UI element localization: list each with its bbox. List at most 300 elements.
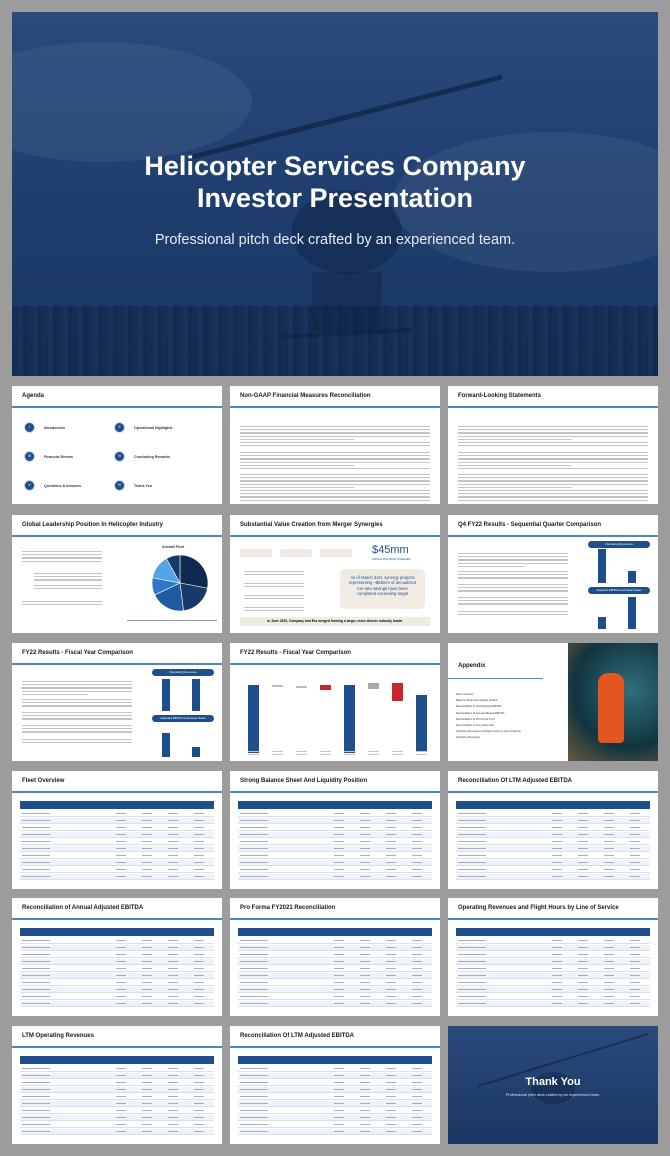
slide-thumbnail[interactable] — [12, 386, 222, 504]
text-line — [458, 590, 568, 591]
waterfall-bar — [368, 683, 379, 689]
table-cell — [194, 975, 204, 976]
text-line — [244, 571, 304, 572]
table-cell — [334, 1068, 344, 1069]
table-row — [238, 860, 432, 866]
table-row — [238, 1073, 432, 1079]
table-cell — [458, 982, 486, 983]
table-cell — [552, 834, 562, 835]
slide-title: Forward-Looking Statements — [458, 393, 542, 399]
slide-title: Agenda — [22, 393, 45, 399]
text-line — [458, 584, 568, 585]
table-header — [238, 928, 432, 936]
appendix-item: Reconciliation of Pro Forma FY21 — [456, 717, 495, 721]
text-line — [240, 426, 430, 427]
text-line — [22, 742, 132, 743]
table-cell — [168, 813, 178, 814]
table-cell — [22, 1131, 50, 1132]
table-cell — [116, 820, 126, 821]
text-line — [240, 474, 430, 475]
table-cell — [168, 968, 178, 969]
table-cell — [604, 968, 614, 969]
table-cell — [386, 961, 396, 962]
table-cell — [168, 834, 178, 835]
table-cell — [386, 1003, 396, 1004]
table-cell — [552, 813, 562, 814]
table-row — [456, 938, 650, 944]
table-row — [20, 1073, 214, 1079]
hero-subtitle: Professional pitch deck crafted by an experienced team. — [154, 232, 516, 248]
table-row — [20, 839, 214, 845]
table-cell — [194, 1075, 204, 1076]
table-cell — [334, 1089, 344, 1090]
table-cell — [578, 996, 588, 997]
appendix-item: Fleet Overview — [456, 693, 474, 696]
text-line — [240, 496, 430, 497]
text-line — [240, 468, 430, 469]
table-cell — [578, 841, 588, 842]
table-cell — [386, 996, 396, 997]
table-row — [456, 973, 650, 979]
table-cell — [630, 813, 640, 814]
table-cell — [578, 954, 588, 955]
table-cell — [458, 869, 486, 870]
table-row — [20, 1122, 214, 1128]
table-row — [20, 1066, 214, 1072]
table-row — [20, 818, 214, 824]
table-cell — [552, 841, 562, 842]
table-cell — [142, 982, 152, 983]
table-cell — [142, 1075, 152, 1076]
table-cell — [168, 820, 178, 821]
table-cell — [194, 1082, 204, 1083]
slide-thumbnail[interactable] — [12, 771, 222, 889]
appendix-item: Reconciliation of Free Cash Flow — [456, 724, 495, 727]
slide-title: FY22 Results - Fiscal Year Comparison — [240, 650, 351, 656]
table-row — [238, 1087, 432, 1093]
table-cell — [412, 848, 422, 849]
slide-thumbnail[interactable] — [448, 898, 658, 1016]
slide-body — [230, 795, 440, 889]
table-row — [20, 825, 214, 831]
slide-thumbnail[interactable] — [448, 515, 658, 633]
table-cell — [360, 975, 370, 976]
table-row — [456, 825, 650, 831]
table-cell — [194, 947, 204, 948]
table-cell — [142, 961, 152, 962]
table-cell — [194, 1117, 204, 1118]
table-cell — [334, 975, 344, 976]
slide-body — [448, 922, 658, 1016]
table-cell — [578, 876, 588, 877]
table-row — [456, 945, 650, 951]
table-cell — [458, 862, 486, 863]
text-line — [320, 754, 331, 755]
table-cell — [240, 1082, 268, 1083]
table-row — [238, 1108, 432, 1114]
table-cell — [334, 862, 344, 863]
slide-body — [448, 539, 658, 633]
slide-thumbnail[interactable] — [230, 1026, 440, 1144]
text-line — [240, 490, 430, 491]
table-cell — [240, 827, 268, 828]
table-row — [20, 1129, 214, 1135]
table-cell — [604, 848, 614, 849]
table-cell — [630, 820, 640, 821]
table-cell — [168, 841, 178, 842]
table-cell — [168, 1096, 178, 1097]
table-cell — [194, 1096, 204, 1097]
table-cell — [240, 855, 268, 856]
table-cell — [412, 996, 422, 997]
table-cell — [22, 848, 50, 849]
table-cell — [194, 996, 204, 997]
table-cell — [458, 975, 486, 976]
table-row — [238, 839, 432, 845]
table-cell — [194, 869, 204, 870]
table-cell — [22, 1089, 50, 1090]
text-line — [392, 751, 403, 752]
text-line — [458, 462, 648, 463]
table-cell — [386, 841, 396, 842]
slide-thumbnail[interactable] — [230, 643, 440, 761]
slide-thumbnail[interactable] — [230, 386, 440, 504]
table-cell — [168, 827, 178, 828]
table-cell — [116, 827, 126, 828]
slide-thumbnail[interactable] — [12, 643, 222, 761]
table-cell — [240, 813, 268, 814]
table-cell — [458, 827, 486, 828]
table-cell — [386, 813, 396, 814]
table-row — [238, 874, 432, 880]
slide-thumbnail[interactable] — [230, 771, 440, 889]
table-cell — [578, 982, 588, 983]
table-cell — [604, 989, 614, 990]
table-cell — [552, 996, 562, 997]
text-line — [458, 553, 568, 554]
slide-thumbnail[interactable] — [12, 515, 222, 633]
table-cell — [360, 855, 370, 856]
appendix-item: Reconciliation of Annual Adjusted EBITDA — [456, 711, 505, 715]
slide-title: FY22 Results - Fiscal Year Comparison — [22, 650, 133, 656]
table-row — [20, 846, 214, 852]
table-cell — [386, 1096, 396, 1097]
slide-thumbnail[interactable] — [448, 771, 658, 889]
slide-thumbnail[interactable] — [448, 643, 658, 761]
table-row — [456, 994, 650, 1000]
table-cell — [630, 989, 640, 990]
text-line — [240, 436, 430, 437]
table-cell — [22, 968, 50, 969]
text-line — [458, 477, 648, 478]
table-cell — [458, 848, 486, 849]
table-cell — [360, 1003, 370, 1004]
agenda-number: V — [24, 480, 35, 491]
title-slide-preview[interactable] — [12, 12, 658, 376]
table-cell — [360, 1110, 370, 1111]
table-cell — [360, 869, 370, 870]
table-row — [456, 959, 650, 965]
table-cell — [168, 855, 178, 856]
text-line — [458, 611, 568, 612]
table-cell — [604, 862, 614, 863]
table-cell — [552, 869, 562, 870]
table-row — [20, 1080, 214, 1086]
table-cell — [142, 834, 152, 835]
table-row — [456, 846, 650, 852]
table-cell — [116, 1131, 126, 1132]
table-cell — [142, 968, 152, 969]
table-cell — [168, 940, 178, 941]
text-line — [458, 487, 572, 488]
table-row — [20, 952, 214, 958]
text-line — [458, 559, 568, 560]
table-cell — [334, 940, 344, 941]
table-cell — [116, 989, 126, 990]
table-cell — [360, 1089, 370, 1090]
table-row — [456, 966, 650, 972]
table-cell — [194, 954, 204, 955]
table-cell — [142, 1003, 152, 1004]
table-cell — [240, 1117, 268, 1118]
table-cell — [412, 954, 422, 955]
slide-body — [230, 667, 440, 761]
table-cell — [142, 940, 152, 941]
text-line — [240, 480, 430, 481]
text-line — [458, 500, 648, 501]
table-header — [20, 928, 214, 936]
slide-title: Reconciliation of Annual Adjusted EBITDA — [22, 905, 144, 911]
chart-bar — [628, 597, 636, 629]
table-row — [238, 1122, 432, 1128]
table-cell — [194, 827, 204, 828]
table-cell — [142, 841, 152, 842]
legend — [127, 620, 217, 621]
table-row — [238, 1129, 432, 1135]
slide-thumbnail[interactable] — [448, 386, 658, 504]
table-row — [20, 987, 214, 993]
table-row — [20, 1115, 214, 1121]
table-row — [456, 867, 650, 873]
table-cell — [386, 869, 396, 870]
table-cell — [142, 1124, 152, 1125]
table-cell — [360, 1124, 370, 1125]
table-row — [20, 1001, 214, 1007]
waterfall-bar — [272, 685, 283, 687]
chart-bar — [598, 549, 606, 583]
text-line — [458, 574, 568, 575]
table-cell — [552, 855, 562, 856]
table-cell — [412, 862, 422, 863]
table-cell — [240, 876, 268, 877]
table-row — [238, 952, 432, 958]
table-cell — [578, 989, 588, 990]
table-cell — [194, 834, 204, 835]
table-cell — [116, 1089, 126, 1090]
agenda-number: II — [114, 422, 125, 433]
table-cell — [142, 848, 152, 849]
appendix-item: Operating Revenues and Flight Hours by Line of Service — [456, 730, 521, 734]
table-cell — [334, 1075, 344, 1076]
table-cell — [578, 848, 588, 849]
table-cell — [334, 1103, 344, 1104]
table-row — [238, 818, 432, 824]
table-cell — [116, 841, 126, 842]
table-cell — [552, 968, 562, 969]
text-line — [22, 718, 132, 719]
table-cell — [412, 1103, 422, 1104]
text-line — [458, 458, 648, 459]
table-cell — [240, 1131, 268, 1132]
synergy-amount-label: ANNUAL RUN-RATE SYNERGIES — [372, 558, 411, 561]
table-cell — [22, 855, 50, 856]
table-cell — [168, 1068, 178, 1069]
table-row — [20, 832, 214, 838]
table-cell — [412, 834, 422, 835]
table-cell — [22, 834, 50, 835]
table-cell — [604, 982, 614, 983]
table-cell — [334, 813, 344, 814]
aircraft-fleet-pie-chart — [150, 553, 210, 613]
text-line — [244, 610, 304, 611]
table-cell — [386, 975, 396, 976]
table-cell — [552, 989, 562, 990]
table-cell — [630, 947, 640, 948]
text-line — [22, 681, 132, 682]
table-row — [238, 1094, 432, 1100]
table-cell — [578, 827, 588, 828]
table-cell — [142, 820, 152, 821]
table-cell — [240, 820, 268, 821]
text-line — [22, 705, 132, 706]
table-cell — [458, 954, 486, 955]
text-line — [34, 576, 102, 577]
table-cell — [22, 975, 50, 976]
table-cell — [458, 996, 486, 997]
table-cell — [22, 813, 50, 814]
text-line — [244, 586, 304, 587]
chart-pill: Operating Revenues — [588, 541, 650, 548]
slide-body — [12, 410, 222, 504]
slide-body — [230, 922, 440, 1016]
slide-body — [448, 795, 658, 889]
thank-you-subtitle: Professional pitch deck crafted by an experienced team. — [505, 1093, 601, 1097]
table-row — [20, 811, 214, 817]
slide-body — [12, 922, 222, 1016]
text-line — [240, 484, 430, 485]
table-cell — [604, 975, 614, 976]
table-cell — [116, 947, 126, 948]
text-line — [22, 699, 132, 700]
text-line — [458, 442, 648, 443]
text-line — [22, 561, 102, 562]
table-cell — [168, 996, 178, 997]
table-cell — [412, 1096, 422, 1097]
text-line — [22, 694, 88, 695]
slide-thumbnail[interactable] — [12, 1026, 222, 1144]
table-row — [238, 945, 432, 951]
table-cell — [116, 940, 126, 941]
table-cell — [458, 834, 486, 835]
table-cell — [604, 961, 614, 962]
table-row — [456, 832, 650, 838]
table-row — [456, 811, 650, 817]
table-cell — [194, 982, 204, 983]
table-cell — [22, 1103, 50, 1104]
table-cell — [604, 869, 614, 870]
table-cell — [240, 989, 268, 990]
table-row — [456, 980, 650, 986]
text-line — [34, 588, 102, 589]
table-cell — [22, 869, 50, 870]
table-cell — [168, 1117, 178, 1118]
table-cell — [240, 947, 268, 948]
table-cell — [22, 1003, 50, 1004]
table-cell — [360, 1131, 370, 1132]
table-cell — [552, 975, 562, 976]
table-cell — [578, 947, 588, 948]
table-cell — [386, 876, 396, 877]
table-cell — [168, 1089, 178, 1090]
text-line — [458, 566, 524, 567]
slide-thumbnail[interactable] — [448, 1026, 658, 1144]
table-cell — [116, 876, 126, 877]
table-cell — [360, 940, 370, 941]
table-cell — [142, 876, 152, 877]
text-line — [458, 465, 572, 466]
table-cell — [360, 996, 370, 997]
table-cell — [412, 1003, 422, 1004]
table-cell — [578, 975, 588, 976]
appendix-item: Reconciliation of LTM Adjusted EBITDA — [456, 705, 502, 709]
waterfall-bar — [416, 695, 427, 751]
table-cell — [168, 1131, 178, 1132]
slide-thumbnail[interactable] — [230, 515, 440, 633]
appendix-item: Operating Revenues — [456, 736, 480, 740]
table-cell — [116, 869, 126, 870]
table-cell — [334, 827, 344, 828]
table-cell — [386, 827, 396, 828]
text-line — [240, 455, 430, 456]
text-line — [240, 432, 430, 433]
table-cell — [240, 869, 268, 870]
table-cell — [412, 876, 422, 877]
table-row — [20, 867, 214, 873]
slide-thumbnail[interactable] — [12, 898, 222, 1016]
pie-slice — [180, 583, 208, 611]
table-cell — [458, 820, 486, 821]
text-line — [22, 728, 132, 729]
text-line — [458, 600, 568, 601]
agenda-number: I — [24, 422, 35, 433]
slide-thumbnail[interactable] — [230, 898, 440, 1016]
table-cell — [116, 1110, 126, 1111]
pie-slice — [180, 555, 208, 588]
table-cell — [142, 1110, 152, 1111]
table-cell — [116, 813, 126, 814]
table-cell — [386, 1110, 396, 1111]
table-cell — [412, 820, 422, 821]
table-row — [20, 860, 214, 866]
table-cell — [360, 848, 370, 849]
table-cell — [386, 954, 396, 955]
table-cell — [360, 834, 370, 835]
table-cell — [578, 813, 588, 814]
slide-title: Global Leadership Position In Helicopter Industry — [22, 522, 164, 528]
table-cell — [116, 968, 126, 969]
table-cell — [412, 961, 422, 962]
table-row — [238, 846, 432, 852]
